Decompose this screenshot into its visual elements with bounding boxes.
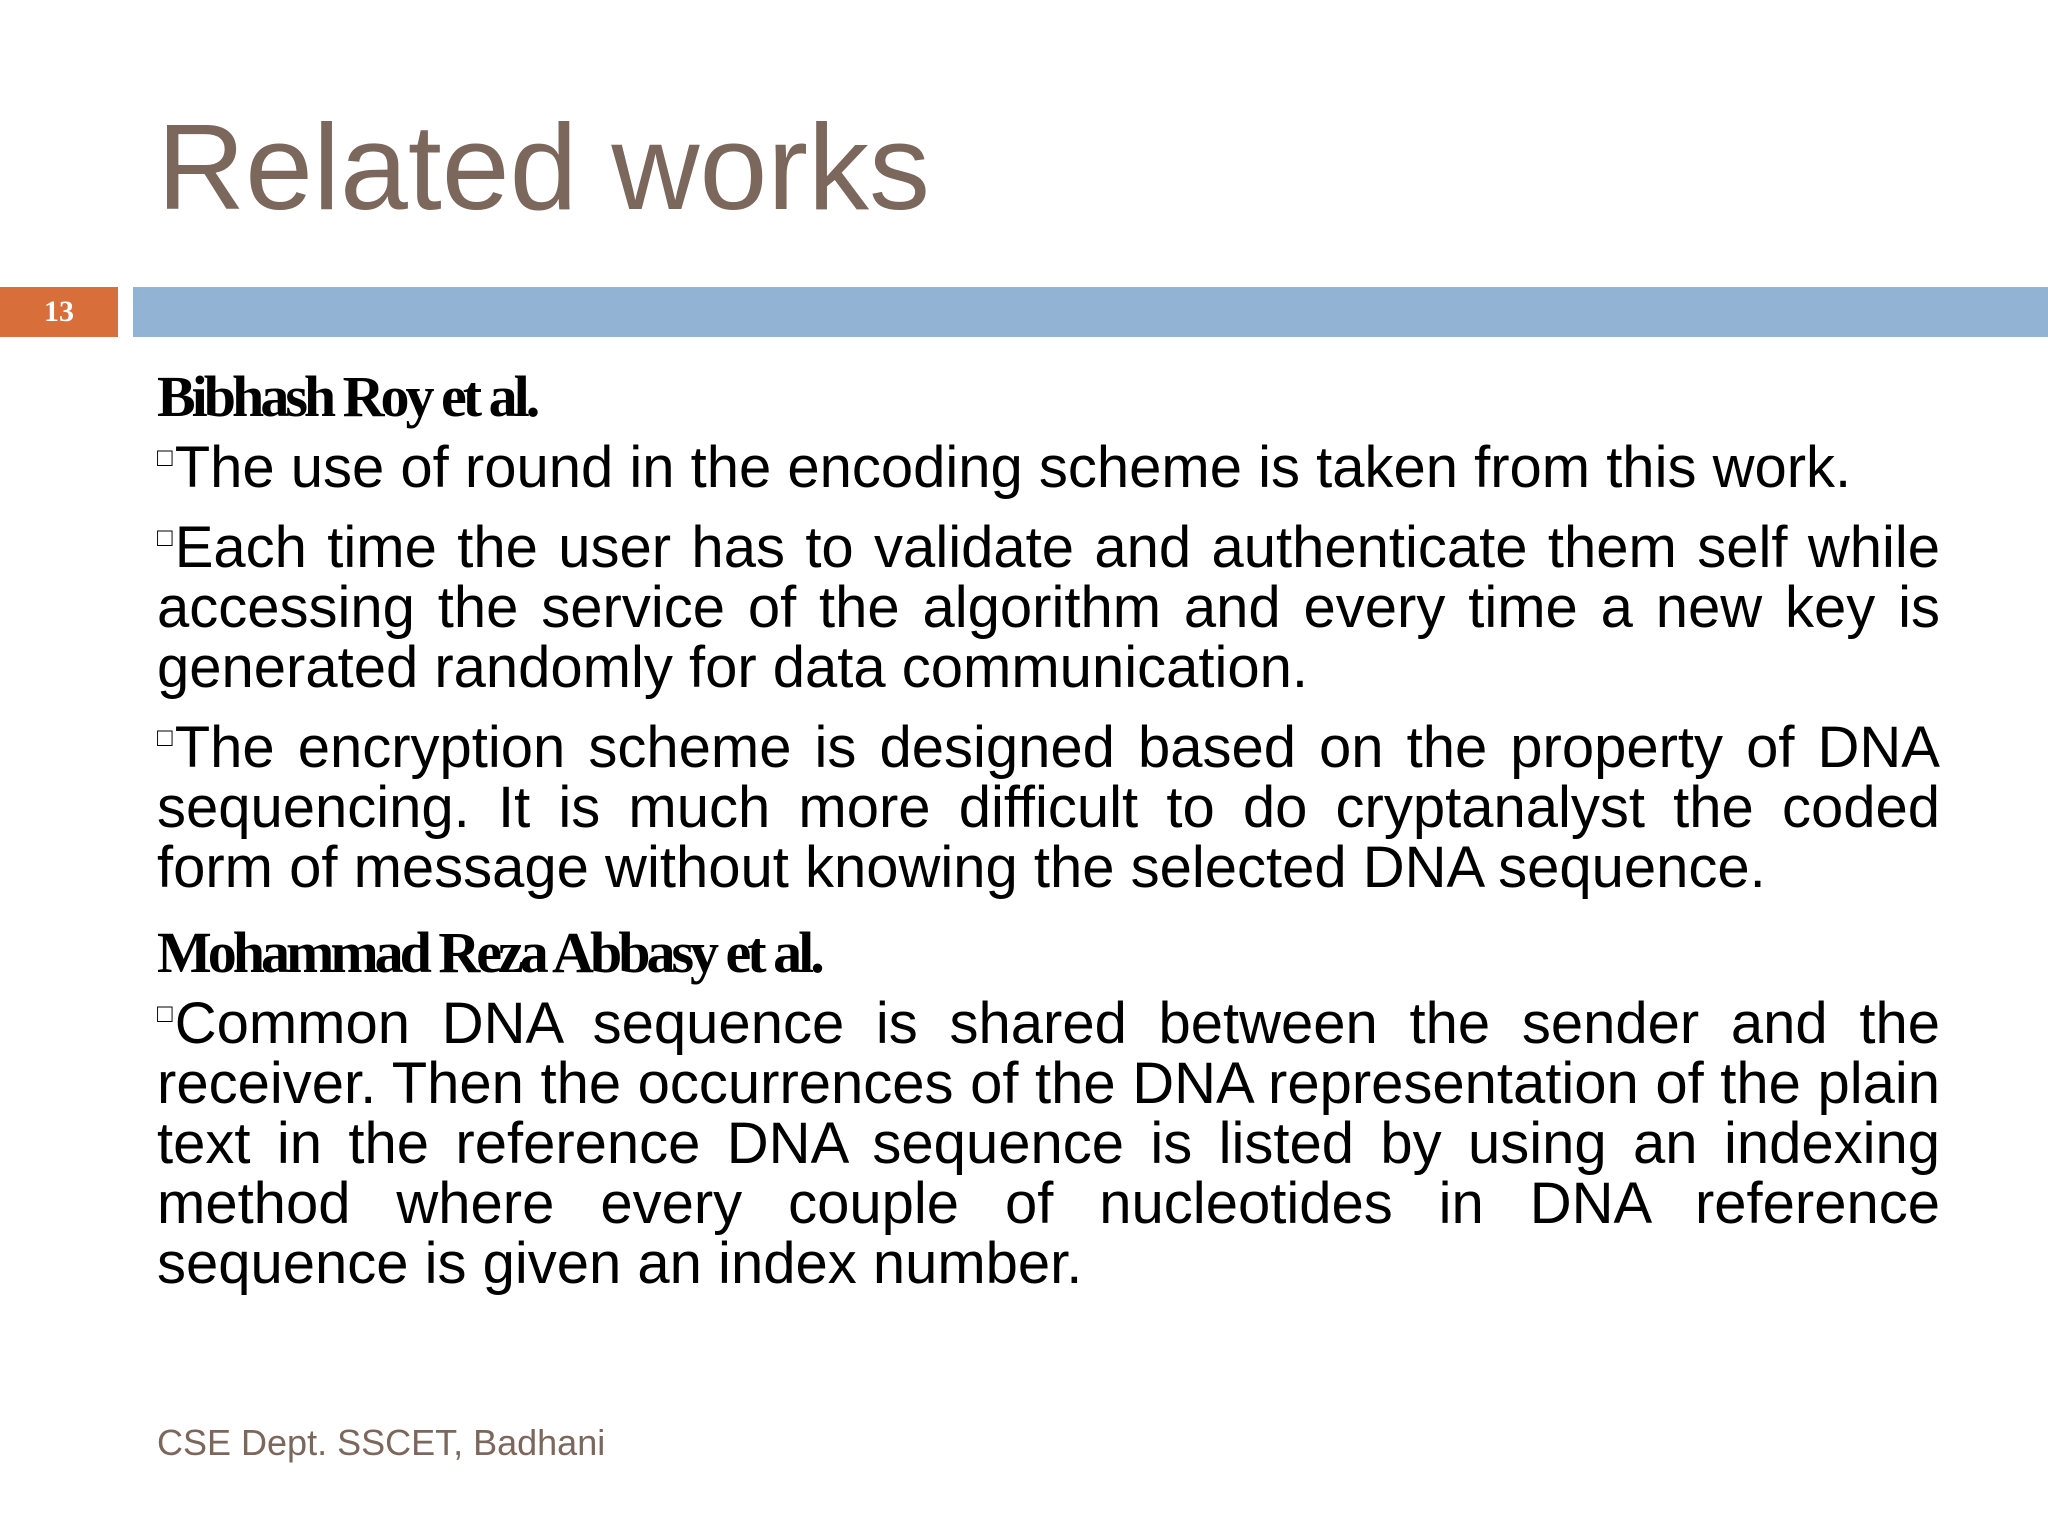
bullet-item	[157, 991, 1940, 1296]
bullet-text: The use of round in the encoding scheme is taken from this work.	[174, 435, 1852, 500]
bullet-item	[157, 715, 1940, 900]
slide-content	[157, 362, 1940, 1314]
section-author: Bibhash Roy et al.	[157, 364, 537, 429]
slide-title: Related works	[157, 99, 930, 235]
bullet-text: Each time the user has to validate and authenticate them self while accessing the service of the algorithm and every time a new key is generated randomly for data communication.	[157, 515, 1940, 700]
title-divider-bar	[133, 287, 2048, 337]
slide-footer: CSE Dept. SSCET, Badhani	[157, 1422, 606, 1463]
square-bullet-icon: □	[157, 722, 173, 752]
bullet-item	[157, 435, 1940, 500]
square-bullet-icon: □	[157, 522, 173, 552]
square-bullet-icon: □	[157, 442, 173, 472]
square-bullet-icon: □	[157, 998, 173, 1028]
bullet-text: The encryption scheme is designed based on the property of DNA sequencing. It is much more difficult to do cryptanalyst the coded form of message without knowing the selected DNA sequence.	[157, 715, 1940, 900]
section-author: Mohammad Reza Abbasy et al.	[157, 920, 821, 985]
slide-number-badge: 13	[0, 287, 118, 337]
bullet-item	[157, 515, 1940, 700]
bullet-text: Common DNA sequence is shared between the sender and the receiver. Then the occurrences of the DNA representation of the plain text in the reference DNA sequence is listed by using an indexing method where every couple of nucleotides in DNA reference sequence is given an index number.	[157, 991, 1940, 1296]
